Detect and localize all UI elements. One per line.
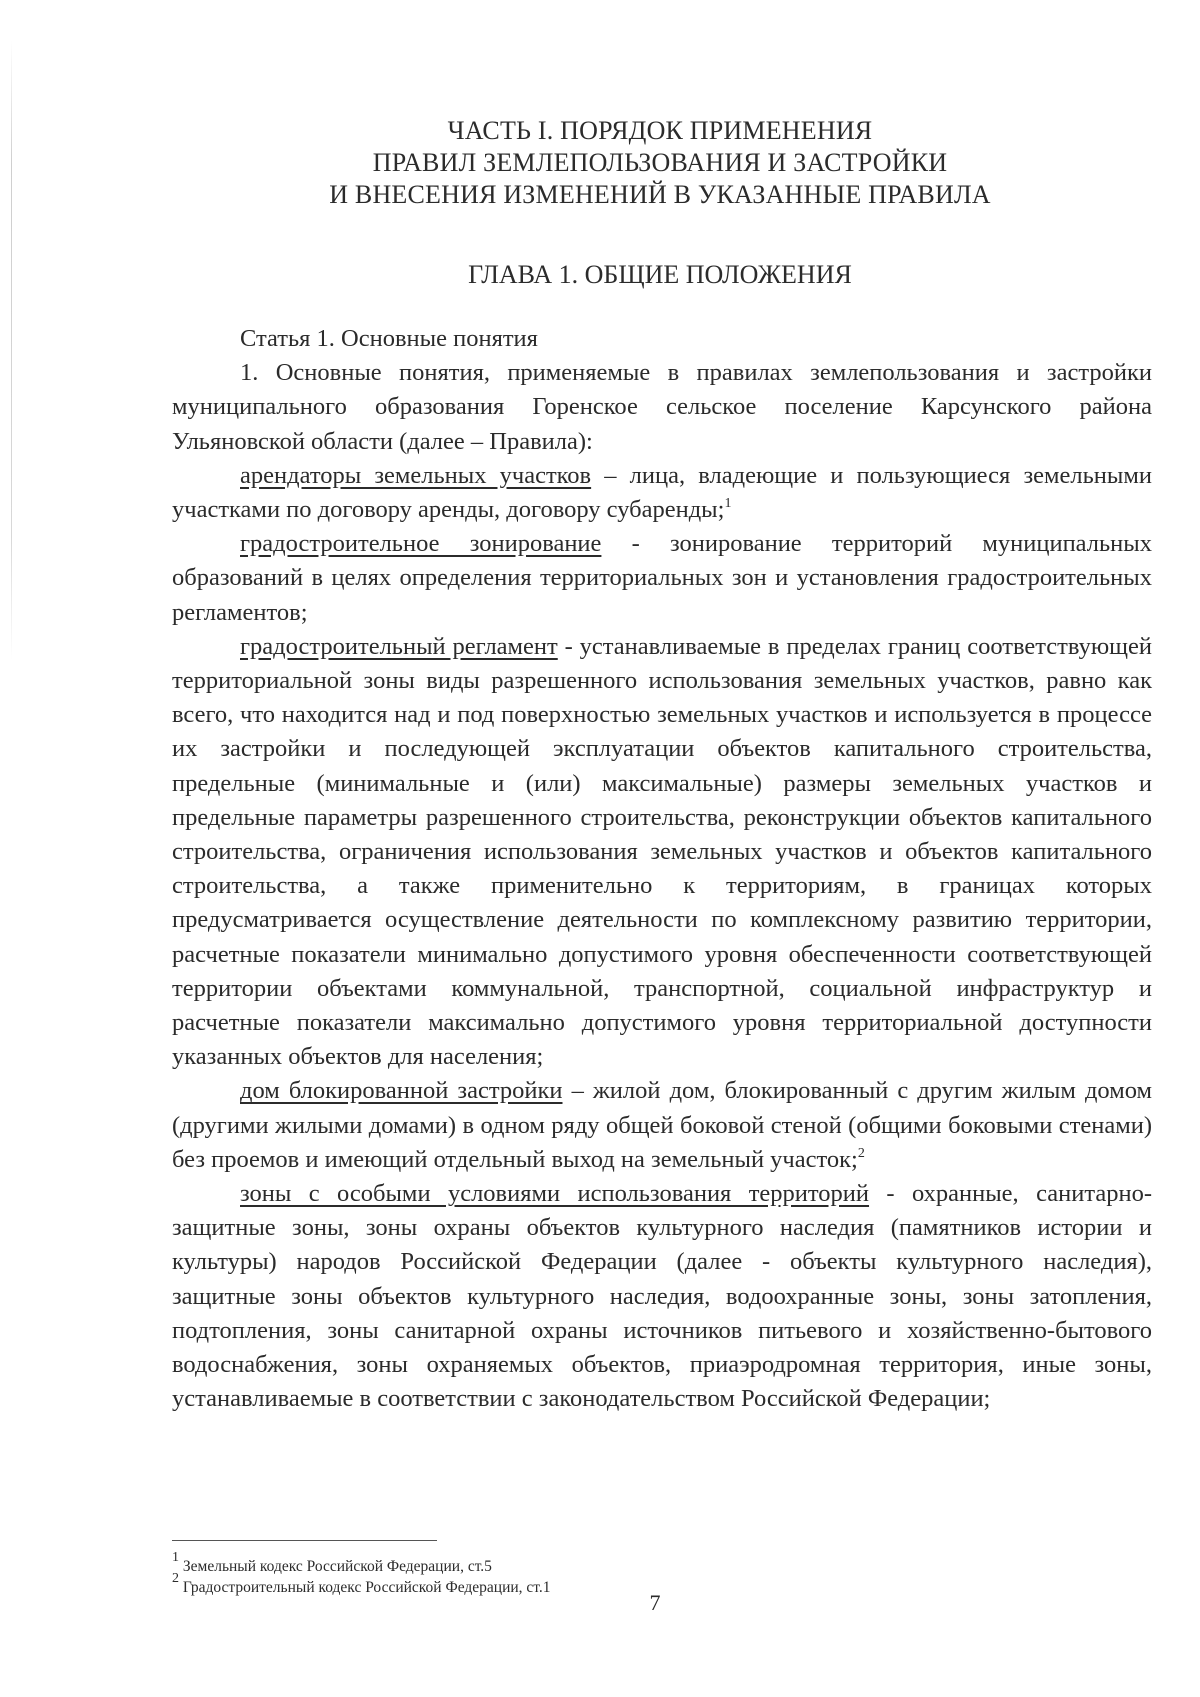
definition-paragraph <box>172 630 1152 1075</box>
footnote-ref: 2 <box>857 1145 865 1161</box>
definition-term: градостроительный регламент <box>240 632 558 660</box>
definition-paragraph <box>172 1177 1152 1416</box>
chapter-title: ГЛАВА 1. ОБЩИЕ ПОЛОЖЕНИЯ <box>468 260 852 289</box>
footnote-ref: 1 <box>724 496 732 512</box>
footnote-text: Градостроительный кодекс Российской Федерации, ст.1 <box>182 1579 551 1596</box>
part-title-line: И ВНЕСЕНИЯ ИЗМЕНЕНИЙ В УКАЗАННЫЕ ПРАВИЛА <box>329 180 991 209</box>
article-body <box>172 322 1152 1417</box>
part-title <box>160 115 1160 211</box>
definition-paragraph <box>172 527 1152 630</box>
definition-text: – лица, владеющие и пользующиеся земельными участками по договору аренды, договору субаренды; <box>172 461 1152 524</box>
footnote <box>172 1550 551 1577</box>
definition-text: - устанавливаемые в пределах границ соответствующей территориальной зоны виды разрешенного использования земельных участков, равно как всего, что находится над и под поверхностью земельных участков и используется в процессе их застройки и последующей эксплуатации объектов капитального строительства, предельные (минимальные и (или) максимальные) размеры земельных участков и предельные параметры разрешенного строительства, реконструкции объектов капитального строительства, ограничения использования земельных участков и объектов капитального строительства, а также применительно к территориям, в границах которых предусматривается осуществление деятельности по комплексному развитию территории, расчетные показатели минимально допустимого уровня обеспеченности соответствующей территории объектами коммунальной, транспортной, социальной инфраструктур и расчетные показатели максимально допустимого уровня территориальной доступности указанных объектов для населения; <box>172 632 1152 1071</box>
definition-text: – жилой дом, блокированный с другим жилым домом (другими жилыми домами) в одном ряду общей боковой стеной (общими боковыми стенами) без проемов и имеющий отдельный выход на земельный участок; <box>172 1077 1152 1173</box>
definition-term: дом блокированной застройки <box>240 1077 563 1105</box>
footnote-text: Земельный кодекс Российской Федерации, ст.5 <box>182 1558 492 1575</box>
part-title-line: ЧАСТЬ I. ПОРЯДОК ПРИМЕНЕНИЯ <box>447 116 873 145</box>
footnote-number: 2 <box>172 1571 179 1586</box>
scan-edge-mark <box>11 40 12 660</box>
definition-paragraph <box>172 459 1152 527</box>
heading-block <box>160 115 1160 291</box>
definition-paragraph <box>172 1074 1152 1177</box>
footnote-number: 1 <box>172 1550 179 1565</box>
intro-paragraph: 1. Основные понятия, применяемые в правилах землепользования и застройки муниципального образования Горенское сельское поселение Карсунского района Ульяновской области (далее – Правила): <box>172 359 1152 455</box>
part-title-line: ПРАВИЛ ЗЕМЛЕПОЛЬЗОВАНИЯ И ЗАСТРОЙКИ <box>372 148 948 177</box>
definition-term: зоны с особыми условиями использования территорий <box>240 1180 870 1208</box>
footnote-separator <box>172 1540 437 1541</box>
definition-term: градостроительное зонирование <box>240 530 602 558</box>
article-title: Статья 1. Основные понятия <box>240 325 538 352</box>
definition-text: - охранные, санитарно-защитные зоны, зоны охраны объектов культурного наследия (памятников истории и культуры) народов Российской Федерации (далее - объекты культурного наследия), защитные зоны объектов культурного наследия, водоохранные зоны, зоны затопления, подтопления, зоны санитарной охраны источников питьевого и хозяйственно-бытового водоснабжения, зоны охраняемых объектов, приаэродромная территория, иные зоны, устанавливаемые в соответствии с законодательством Российской Федерации; <box>172 1180 1152 1413</box>
definition-term: арендаторы земельных участков <box>240 461 592 489</box>
definition-text: - зонирование территорий муниципальных образований в целях определения территориальных зон и установления градостроительных регламентов; <box>172 530 1152 626</box>
page-number: 7 <box>649 1590 661 1615</box>
